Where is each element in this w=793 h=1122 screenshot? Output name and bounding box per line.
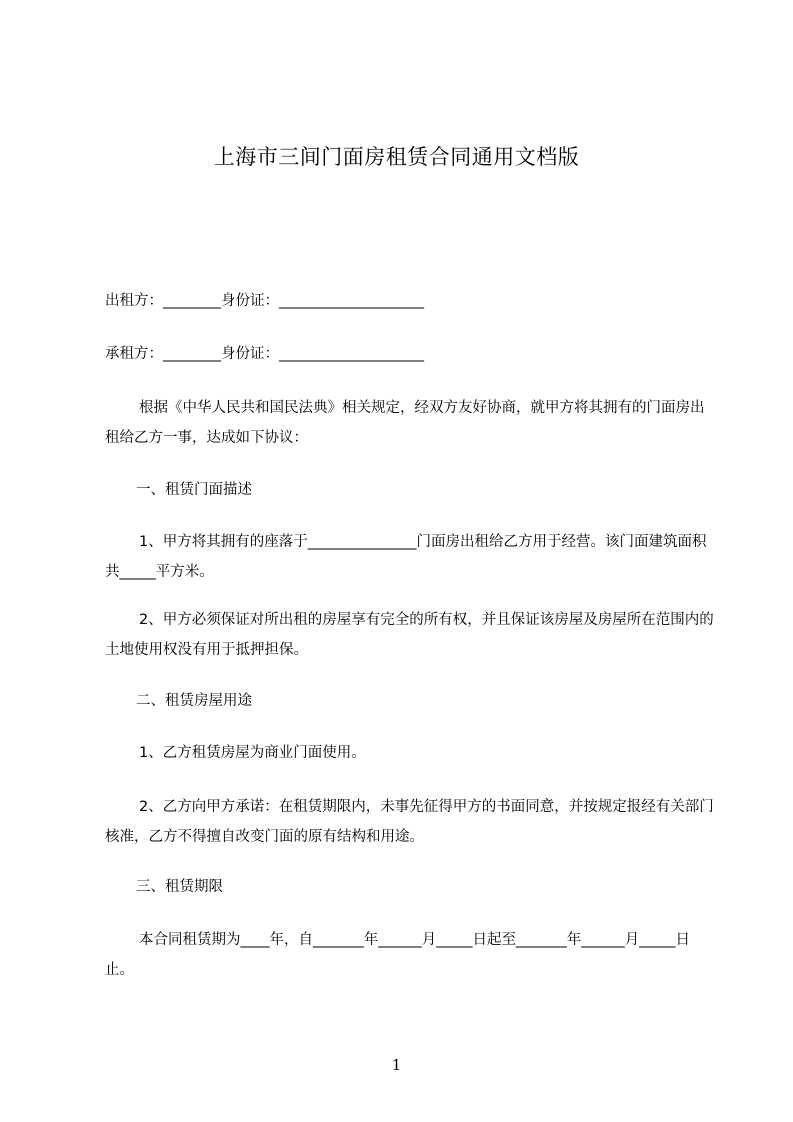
clause-1-2: 2、甲方必须保证对所出租的房屋享有完全的所有权，并且保证该房屋及房屋所在范围内的土地使用权没有用于抵押担保。 [105, 612, 714, 658]
clause-1-1: 1、甲方将其拥有的座落于_______________门面房出租给乙方用于经营。该门面建筑面积共_____平方米。 [105, 534, 707, 580]
section-heading-1: 一、租赁门面描述 [136, 482, 252, 498]
lessor-line: 出租方：________身份证：____________________ [105, 293, 424, 309]
clause-2-1: 1、乙方租赁房屋为商业门面使用。 [139, 745, 366, 761]
section-heading-3: 三、租赁期限 [136, 879, 223, 895]
intro-paragraph: 根据《中华人民共和国民法典》相关规定，经双方友好协商，就甲方将其拥有的门面房出租给乙方一事，达成如下协议： [105, 400, 705, 446]
document-title: 上海市三间门面房租赁合同通用文档版 [213, 145, 580, 169]
section-heading-2: 二、租赁房屋用途 [136, 693, 252, 709]
clause-2-2: 2、乙方向甲方承诺：在租赁期限内，未事先征得甲方的书面同意，并按规定报经有关部门核准，乙方不得擅自改变门面的原有结构和用途。 [105, 799, 714, 845]
page-number: 1 [391, 1056, 402, 1074]
lessee-line: 承租方：________身份证：____________________ [105, 346, 424, 362]
clause-3-1: 本合同租赁期为____年，自_______年______月_____日起至_______年______月_____日止。 [105, 932, 690, 978]
